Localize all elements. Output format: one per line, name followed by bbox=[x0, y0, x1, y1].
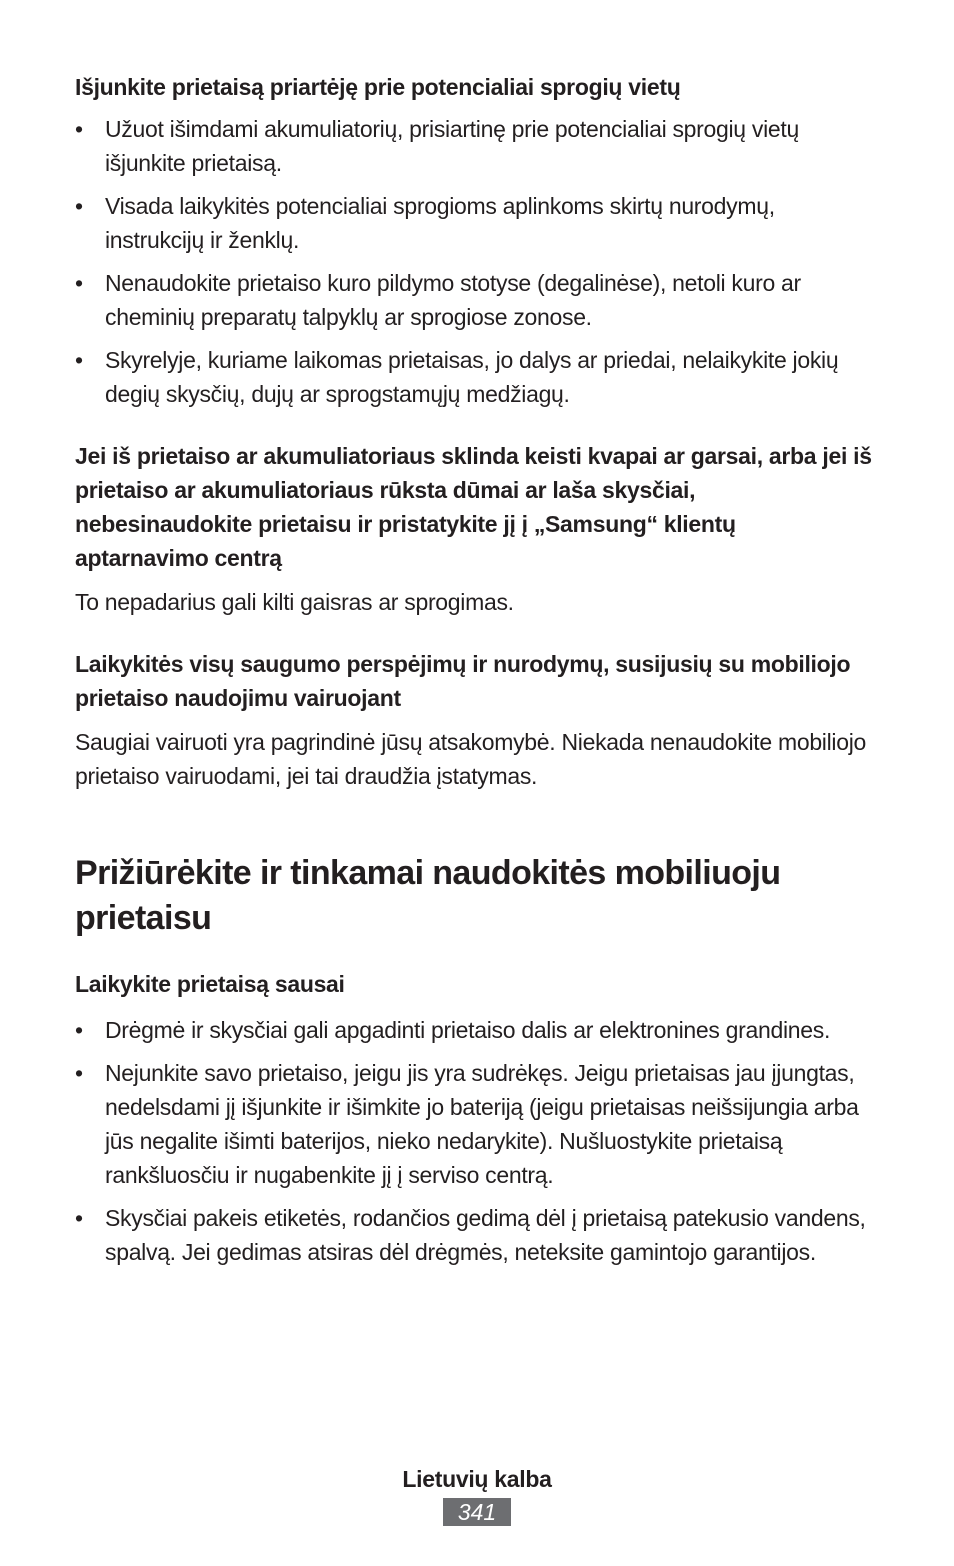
subsection-heading-keep-dry: Laikykite prietaisą sausai bbox=[75, 971, 345, 997]
bullet-dot: • bbox=[75, 270, 83, 296]
list-item-text: Užuot išimdami akumuliatorių, prisiartinę prie potencialiai sprogių vietų išjunkite prietaisą. bbox=[105, 116, 799, 176]
page-footer bbox=[0, 1462, 954, 1526]
section-text-fire-risk: To nepadarius gali kilti gaisras ar sprogimas. bbox=[75, 589, 514, 615]
bullet-dot: • bbox=[75, 1017, 83, 1043]
bullet-dot: • bbox=[75, 193, 83, 219]
bullet-dot: • bbox=[75, 347, 83, 373]
bullet-dot: • bbox=[75, 1060, 83, 1086]
list-item-text: Nejunkite savo prietaiso, jeigu jis yra sudrėkęs. Jeigu prietaisas jau įjungtas, nedelsdami jį išjunkite ir išimkite jo bateriją (jeigu prietaisas neišsijungia arba jūs negalite išimti baterijos, nieko nedarykite). Nušluostykite prietaisą rankšluosčiu ir nugabenkite jį į serviso centrą. bbox=[105, 1060, 859, 1188]
document-page bbox=[75, 70, 875, 1269]
list-item bbox=[75, 1056, 875, 1192]
list-item bbox=[75, 266, 875, 334]
section-heading-explosive-areas: Išjunkite prietaisą priartėję prie potencialiai sprogių vietų bbox=[75, 74, 681, 100]
bullet-dot: • bbox=[75, 1205, 83, 1231]
page-number: 341 bbox=[443, 1498, 511, 1526]
list-item bbox=[75, 343, 875, 411]
list-item-text: Visada laikykitės potencialiai sprogioms aplinkoms skirtų nurodymų, instrukcijų ir ženklų. bbox=[105, 193, 775, 253]
list-item-text: Drėgmė ir skysčiai gali apgadinti prietaiso dalis ar elektronines grandines. bbox=[105, 1017, 831, 1043]
list-item bbox=[75, 1013, 875, 1047]
bullet-list-keep-dry bbox=[75, 1013, 875, 1269]
list-item-text: Skysčiai pakeis etiketės, rodančios gedimą dėl į prietaisą patekusio vandens, spalvą. Jei gedimas atsiras dėl drėgmės, neteksite gamintojo garantijos. bbox=[105, 1205, 866, 1265]
list-item bbox=[75, 189, 875, 257]
section-heading-smell-smoke: Jei iš prietaiso ar akumuliatoriaus sklinda keisti kvapai ar garsai, arba jei iš prietaiso ar akumuliatoriaus rūksta dūmai ar laša skysčiai, nebesinaudokite prietaisu ir pristatykite jį į „Samsung“ klientų aptarnavimo centrą bbox=[75, 443, 872, 571]
list-item-text: Skyrelyje, kuriame laikomas prietaisas, jo dalys ar priedai, nelaikykite jokių degių skysčių, dujų ar sprogstamųjų medžiagų. bbox=[105, 347, 839, 407]
section-title-care: Prižiūrėkite ir tinkamai naudokitės mobiliuoju prietaisu bbox=[75, 854, 781, 937]
section-heading-driving: Laikykitės visų saugumo perspėjimų ir nurodymų, susijusių su mobiliojo prietaiso naudojimu vairuojant bbox=[75, 651, 851, 711]
list-item bbox=[75, 1201, 875, 1269]
bullet-list-explosive-areas bbox=[75, 112, 875, 411]
list-item-text: Nenaudokite prietaiso kuro pildymo stotyse (degalinėse), netoli kuro ar cheminių preparatų talpyklų ar sprogiose zonose. bbox=[105, 270, 801, 330]
footer-language-label: Lietuvių kalba bbox=[402, 1466, 552, 1492]
section-text-driving: Saugiai vairuoti yra pagrindinė jūsų atsakomybė. Niekada nenaudokite mobiliojo prietaiso vairuodami, jei tai draudžia įstatymas. bbox=[75, 729, 867, 789]
list-item bbox=[75, 112, 875, 180]
bullet-dot: • bbox=[75, 116, 83, 142]
